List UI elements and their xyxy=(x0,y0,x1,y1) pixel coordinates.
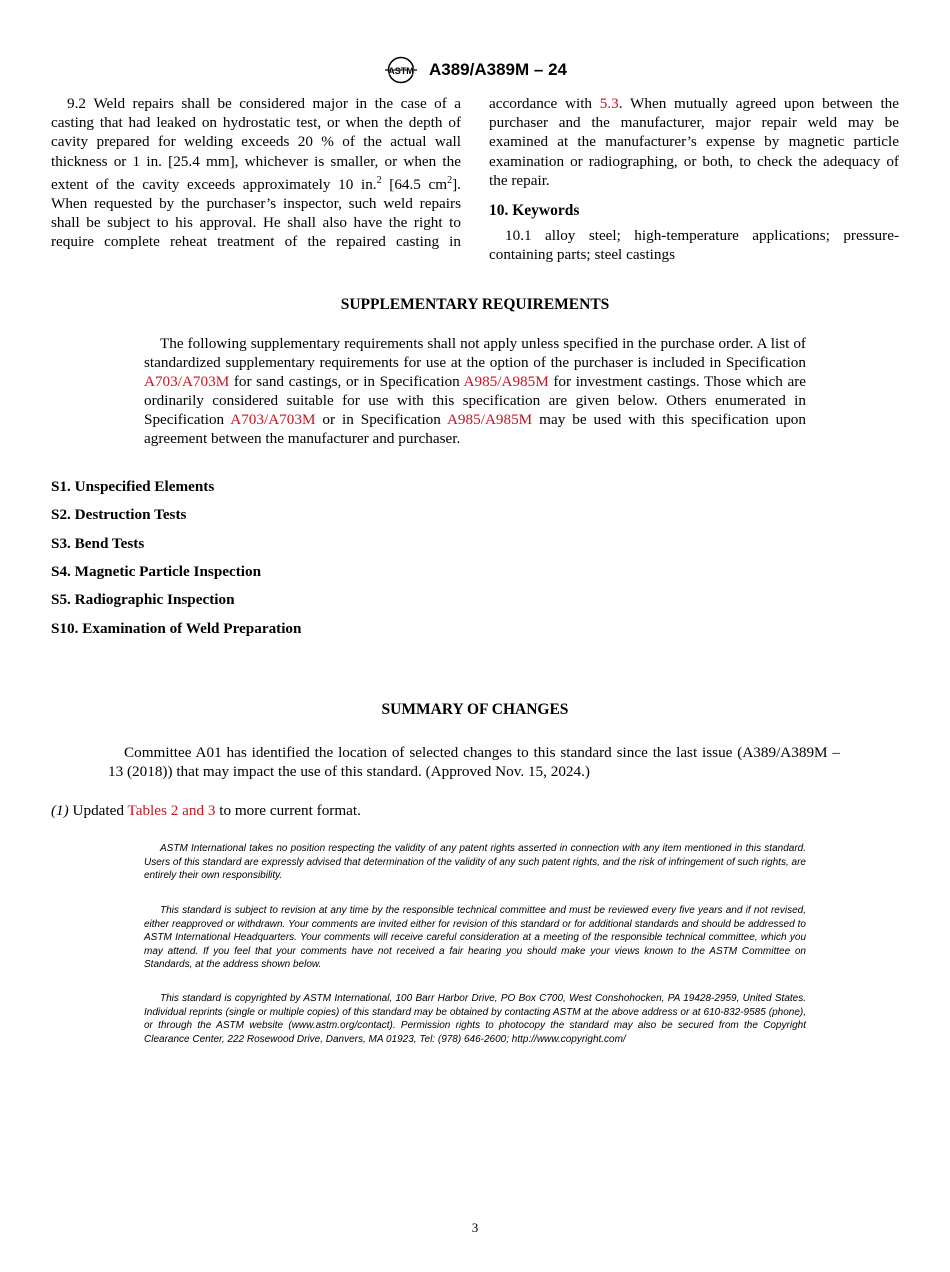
change-number: (1) xyxy=(51,802,69,819)
superscript: 2 xyxy=(447,174,453,186)
supplementary-item-s3: S3. Bend Tests xyxy=(51,535,145,552)
keywords-list: alloy steel; high-temperature applications; pressure-containing parts; steel castings xyxy=(489,227,900,264)
supplementary-item-s2: S2. Destruction Tests xyxy=(51,506,187,523)
supplementary-item-s4: S4. Magnetic Particle Inspection xyxy=(51,563,262,580)
a703-link[interactable]: A703/A703M xyxy=(230,411,316,428)
tables-link[interactable]: Tables 2 and 3 xyxy=(127,802,216,819)
intro-text: for investment castings. Those which are ordinarily considered suitable for use with this specification are given below. Others enumerated in Specification xyxy=(144,373,806,428)
a703-link[interactable]: A703/A703M xyxy=(144,373,230,390)
revision-notice-text: This standard is subject to revision at any time by the responsible technical committee and must be reviewed every five years and if not revised, either reapproved or withdrawn. Your comments are invited either for revision of this standard or for additional standards and should be addressed to ASTM International Headquarters. Your comments will receive careful consideration at a meeting of the responsible technical committee, which you may attend. If you feel that your comments have not received a fair hearing you should make your views known to the ASTM Committee on Standards, at the address shown below. xyxy=(144,905,806,971)
patent-notice xyxy=(144,842,806,883)
a985-link[interactable]: A985/A985M xyxy=(463,373,549,390)
summary-heading: SUMMARY OF CHANGES xyxy=(381,701,569,718)
keywords-heading: 10. Keywords xyxy=(489,202,580,219)
change-text: Updated xyxy=(68,802,128,819)
supplementary-heading: SUPPLEMENTARY REQUIREMENTS xyxy=(340,296,610,313)
section-text: ]. When requested by the purchaser’s inspector, such weld repairs shall be subject to his approval. He shall also have the right to require complete reheat treatment of the repaired casting in accordance with xyxy=(51,95,600,251)
svg-text:ASTM: ASTM xyxy=(388,66,414,76)
page-header xyxy=(0,56,950,84)
intro-text: or in Specification xyxy=(315,411,447,428)
section-number: 10.1 xyxy=(505,227,532,245)
summary-intro-text: Committee A01 has identified the location of selected changes to this standard since the last issue (A389/A389M – 13 (2018)) that may impact the use of this standard. (Approved Nov. 15, 2024.) xyxy=(108,744,840,780)
document-id: A389/A389M – 24 xyxy=(429,60,567,79)
supplementary-intro xyxy=(144,334,806,448)
keywords-section xyxy=(489,190,899,265)
copyright-notice xyxy=(144,992,806,1046)
intro-text: for sand castings, or in Specification xyxy=(229,373,464,390)
right-column xyxy=(489,94,899,95)
summary-intro xyxy=(108,743,840,781)
change-item xyxy=(51,802,361,820)
patent-notice-text: ASTM International takes no position respecting the validity of any patent rights asserted in connection with any item mentioned in this standard. Users of this standard are expressly advised that determination of the validity of any such patent rights, and the risk of infringement of such rights, are entirely their own responsibility. xyxy=(144,843,806,882)
supplementary-item-s1: S1. Unspecified Elements xyxy=(51,478,215,495)
keywords-text xyxy=(489,226,899,264)
section-text: Weld repairs shall be considered major in the case of a casting that had leaked on hydrostatic test, or when the depth of cavity prepared for welding exceeds 20 % of the actual wall thickness or 1 in. [25.4 mm], whichever is smaller, or when the extent of the cavity exceeds approximately 10 in. xyxy=(51,95,461,193)
change-text: to more current format. xyxy=(215,802,361,819)
section-text: [64.5 cm xyxy=(381,175,448,193)
intro-text: may be used with this specification upon agreement between the manufacturer and purchaser. xyxy=(144,411,806,447)
a985-link[interactable]: A985/A985M xyxy=(446,411,533,428)
superscript: 2 xyxy=(376,174,382,186)
supplementary-item-s10: S10. Examination of Weld Preparation xyxy=(51,620,302,637)
page-number: 3 xyxy=(471,1220,479,1235)
section-number: 9.2 xyxy=(67,95,86,112)
astm-logo xyxy=(383,56,419,84)
section-text: . When mutually agreed upon between the purchaser and the manufacturer, major repair weld may be examined at the manufacturer’s expense by magnetic particle examination or radiographing, or both, to check the adequacy of the repair. xyxy=(489,95,899,189)
supplementary-item-s5: S5. Radiographic Inspection xyxy=(51,591,235,608)
intro-text: The following supplementary requirements shall not apply unless specified in the purchase order. A list of standardized supplementary requirements for use at the option of the purchaser is included in Specification xyxy=(144,335,806,371)
copyright-notice-text: This standard is copyrighted by ASTM International, 100 Barr Harbor Drive, PO Box C700, West Conshohocken, PA 19428-2959, United States. Individual reprints (single or multiple copies) of this standard may be obtained by contacting ASTM at the above address or at 610-832-9585 (phone), or through the ASTM website (www.astm.org/contact). Permission rights to photocopy the standard may also be secured from the Copyright Clearance Center, 222 Rosewood Drive, Danvers, MA 01923, Tel: (978) 646-2600; http://www.copyright.com/ xyxy=(144,993,806,1045)
revision-notice xyxy=(144,904,806,972)
section-5-3-link[interactable]: 5.3 xyxy=(599,95,619,112)
